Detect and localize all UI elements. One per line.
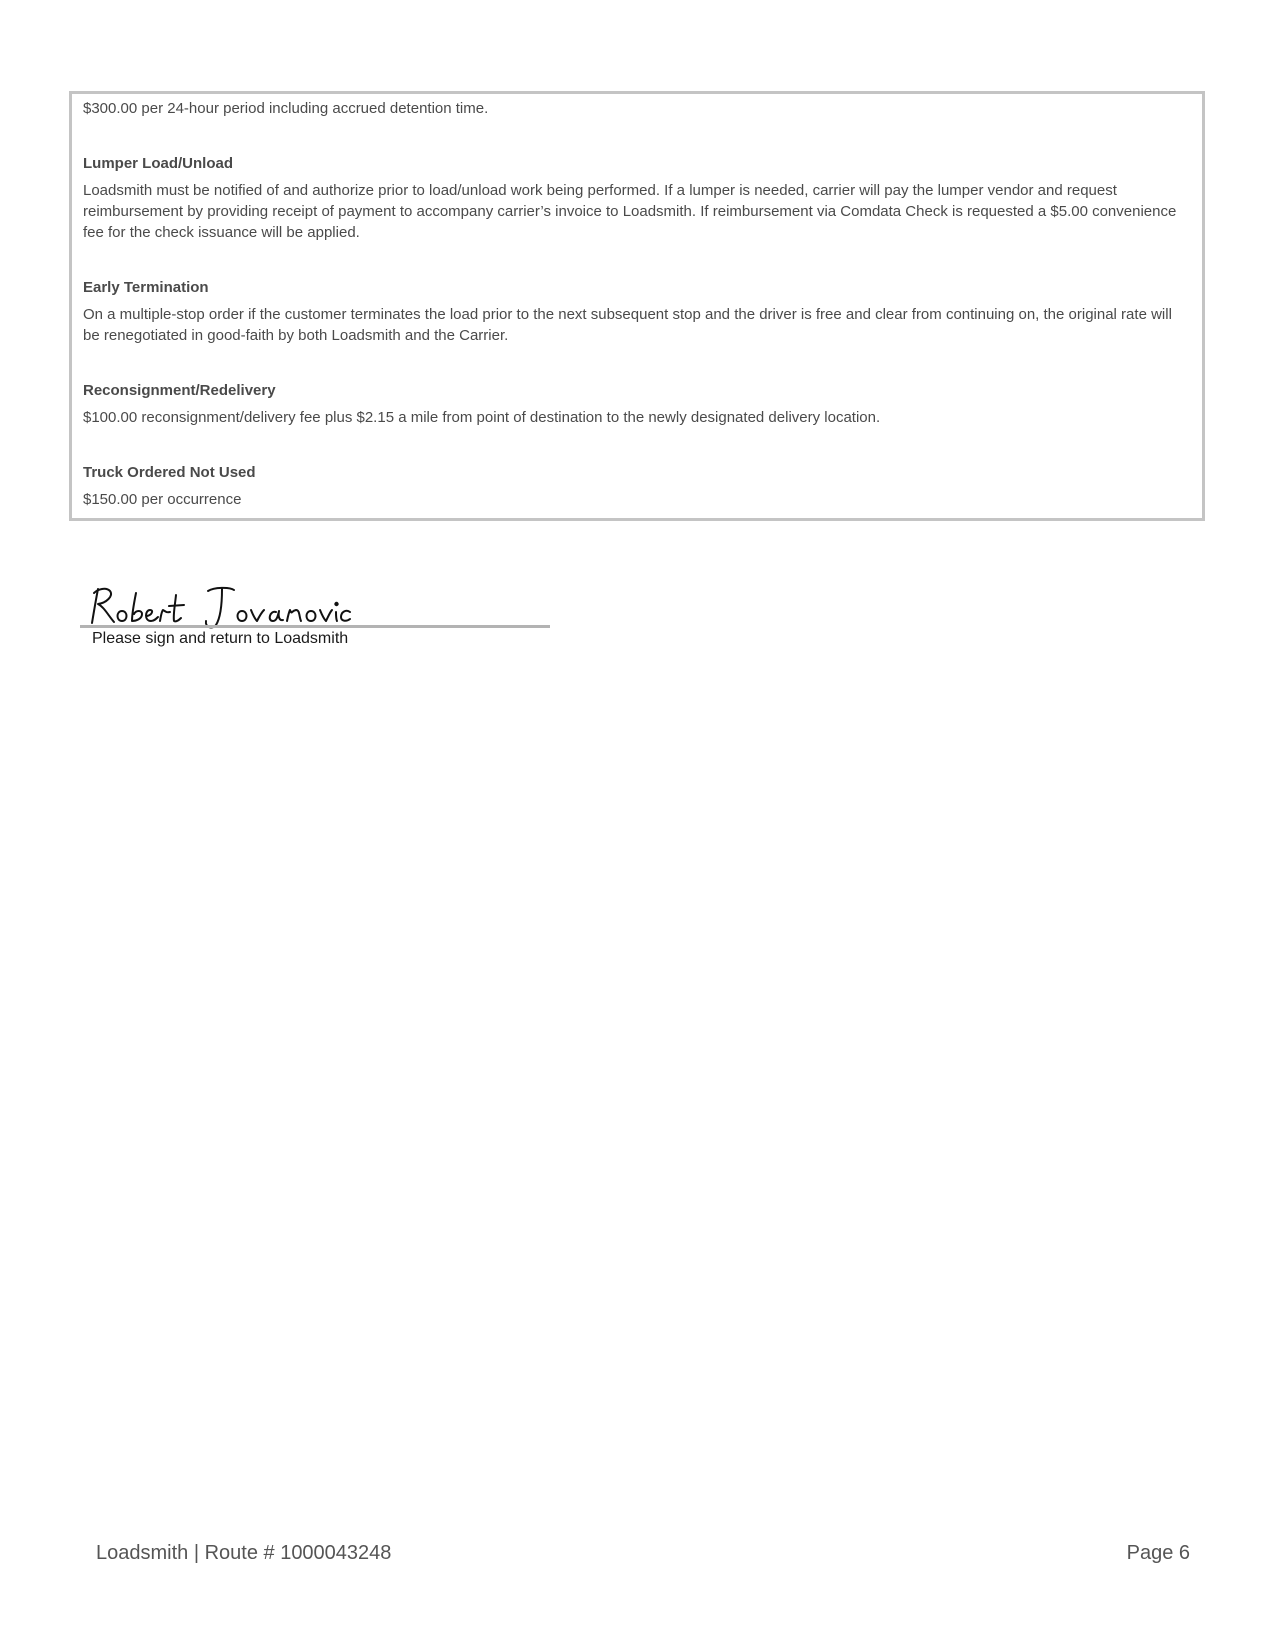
section-text: $150.00 per occurrence — [83, 491, 242, 508]
section-title: Reconsignment/Redelivery — [83, 382, 276, 399]
detention-continuation-text: $300.00 per 24-hour period including accrued detention time. — [83, 100, 489, 117]
section-lumper — [83, 153, 1191, 243]
section-text: Loadsmith must be notified of and authorize prior to load/unload work being performed. If a lumper is needed, carrier will pay the lumper vendor and request reimbursement by providing receipt of payment to accompany carrier’s invoice to Loadsmith. If reimbursement via Comdata Check is requested a $5.00 convenience fee for the check issuance will be applied. — [83, 182, 1177, 241]
section-title: Lumper Load/Unload — [83, 155, 233, 172]
section-truck-ordered-not-used — [83, 462, 1191, 510]
section-early-termination — [83, 277, 1191, 346]
section-text: $100.00 reconsignment/delivery fee plus $2.15 a mile from point of destination to the newly designated delivery location. — [83, 409, 881, 426]
footer-page-number: Page 6 — [1126, 1542, 1190, 1564]
section-title: Truck Ordered Not Used — [83, 464, 256, 481]
section-title: Early Termination — [83, 279, 209, 296]
accessorial-terms-box — [69, 91, 1205, 521]
handwritten-signature — [84, 575, 354, 631]
section-text: On a multiple-stop order if the customer terminates the load prior to the next subsequent stop and the driver is free and clear from continuing on, the original rate will be renegotiated in good-faith by both Loadsmith and the Carrier. — [83, 306, 1172, 344]
signature-line — [80, 625, 550, 628]
footer-route-label: Loadsmith | Route # 1000043248 — [96, 1542, 392, 1564]
signature-block — [80, 575, 550, 655]
signature-caption: Please sign and return to Loadsmith — [92, 630, 349, 647]
section-reconsignment — [83, 380, 1191, 428]
